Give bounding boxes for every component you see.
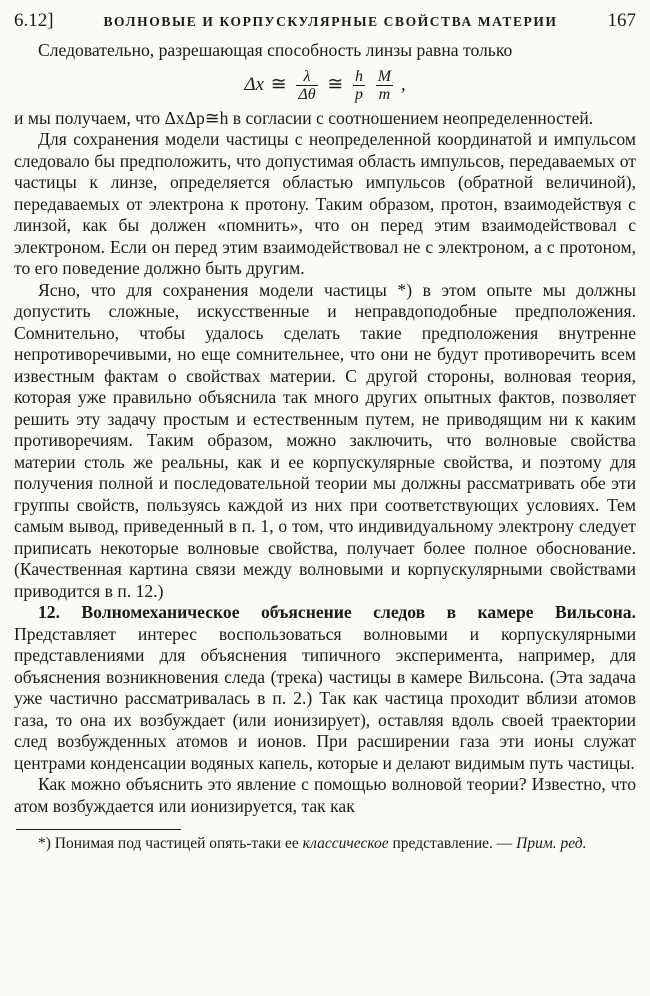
fraction-numerator: h bbox=[355, 67, 364, 85]
paragraph-intro: Следовательно, разрешающая способность линзы равна только bbox=[38, 40, 513, 60]
fraction-numerator: M bbox=[377, 67, 392, 85]
fraction-numerator: λ bbox=[296, 68, 317, 86]
resolution-formula bbox=[14, 64, 636, 106]
formula-approx-2: ≅ bbox=[327, 73, 344, 95]
fraction-h-over-p bbox=[353, 68, 365, 103]
footnote-mark: *) bbox=[38, 835, 51, 852]
running-header bbox=[14, 10, 636, 40]
footnote-emphasis: классическое bbox=[302, 835, 389, 852]
page-number: 167 bbox=[607, 10, 636, 31]
fraction-lambda-over-dtheta bbox=[296, 68, 317, 103]
paragraph-question: Как можно объяснить это явление с помощью волновой теории? Известно, что атом возбуждается или ионизируется, так как bbox=[14, 774, 636, 816]
fraction-M-over-m bbox=[376, 68, 393, 103]
paragraph-wave-theory-rest: в этом опыте мы должны допустить сложные, искусственные и неправдоподобные предположения. Сомнительно, чтобы удалось сделать такие предположения внутренне непротиворечивыми, но еще сомнительнее, что они не будут противоречить всем известным фактам о свойствах материи. С другой стороны, волновая теория, которая уже правильно объяснила так много других опытных фактов, позволяет решить эту задачу простым и естественным путем, не приводящим ни к каким противоречиям. Таким образом, можно заключить, что волновые свойства материи столь же реальны, как и ее корпускулярные свойства, и поэтому для получения полной и последовательной теории мы должны рассматривать обе эти группы свойств, пользуясь каждой из них при соответствующих условиях. Тем самым вывод, приведенный в п. 1, о том, что индивидуальному электрону следует приписать некоторые волновые свойства, получает более полное обоснование. (Качественная картина связи между волновыми и корпускулярными свойствами приводится в п. 12.) bbox=[14, 279, 636, 601]
paragraph-cloud-chamber: Представляет интерес воспользоваться волновыми и корпускулярными представлениями для объяснения типичного эксперимента, например, для объяснения возникновения следа (трека) частицы в камере Вильсона. (Эта задача уже частично рассматривалась в п. 2.) Так как частица проходит вблизи атомов газа, то она их возбуждает (или ионизирует), оставляя вдоль своей траектории след возбужденных атомов и ионов. При расширении газа эти ионы служат центрами конденсации водяных капель, которые и делают видимым путь частицы. bbox=[14, 623, 636, 773]
footnote-text-start: Понимая под частицей опять-таки ее bbox=[50, 835, 303, 852]
footnote-text-end: представление. — bbox=[388, 835, 517, 852]
paragraph-particle-model: Для сохранения модели частицы с неопределенной координатой и импульсом следовало бы предположить, что допустимая область импульсов, передаваемых от частицы к линзе, определяется областью импульсов (обратной величиной), передаваемых от электрона к протону. Таким образом, протон, взаимодействуя с линзой, как бы должен «помнить», что он перед этим взаимодействовал с электроном. Если он перед этим взаимодействовал не с электроном, а с протоном, то его поведение должно быть другим. bbox=[14, 129, 636, 278]
footnote-reference: *) bbox=[386, 279, 413, 300]
section-heading: 12. Волномеханическое объяснение следов в камере Вильсона. bbox=[38, 602, 636, 622]
paragraph-section-12 bbox=[14, 602, 636, 774]
paragraph-uncertainty: и мы получаем, что ΔxΔp≅h в согласии с соотношением неопределенностей. bbox=[14, 107, 594, 128]
fraction-denominator: Δθ bbox=[298, 85, 316, 103]
fraction-denominator: m bbox=[378, 85, 391, 103]
footnote bbox=[14, 834, 636, 854]
footnote-editor-note: Прим. ред. bbox=[516, 835, 587, 852]
running-title: ВОЛНОВЫЕ И КОРПУСКУЛЯРНЫЕ СВОЙСТВА МАТЕРИИ bbox=[103, 14, 558, 29]
fraction-denominator: p bbox=[355, 85, 364, 103]
paragraph-wave-theory-start: Ясно, что для сохранения модели частицы bbox=[38, 279, 387, 300]
footnote-divider bbox=[16, 829, 181, 830]
formula-comma: , bbox=[400, 73, 406, 95]
formula-lhs: Δx bbox=[244, 73, 264, 95]
section-number: 6.12] bbox=[14, 10, 54, 31]
formula-approx-1: ≅ bbox=[270, 73, 287, 95]
paragraph-wave-theory bbox=[14, 280, 636, 603]
